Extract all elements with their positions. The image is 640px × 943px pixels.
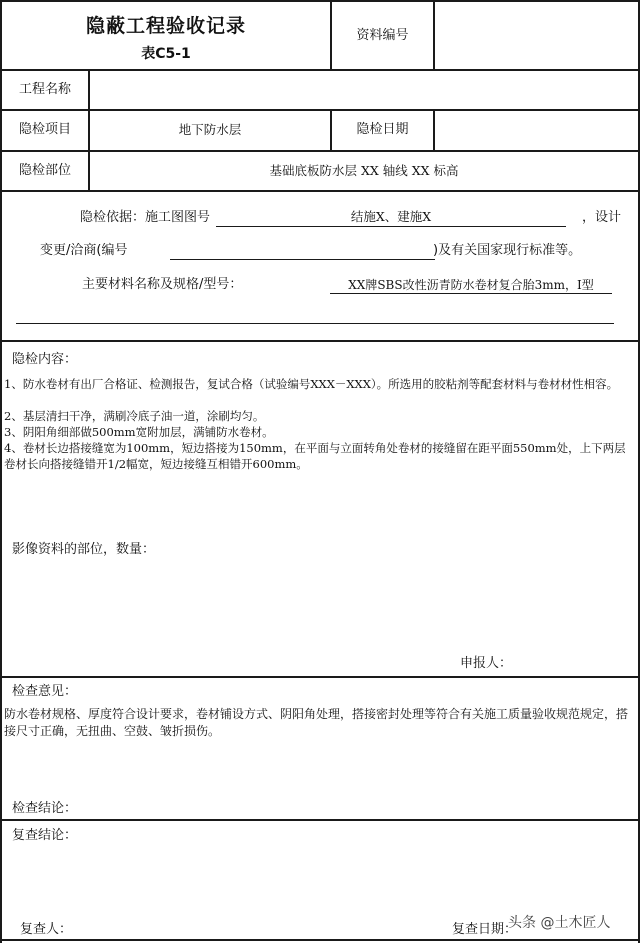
- change-underline: [170, 259, 435, 260]
- change-value[interactable]: [170, 243, 435, 259]
- doc-number-value[interactable]: [440, 28, 630, 44]
- design-suffix: ，设计: [582, 210, 622, 225]
- content-item-4: 4、卷材长边搭接缝宽为100mm，短边搭接为150mm，在平面与立面转角处卷材的接缝留在距平面550mm处，上下两层卷材长向搭接缝错开1/2幅宽，短边接缝互相错开600mm。: [4, 441, 626, 471]
- content-item-2: 2、基层清扫干净，满刷冷底子油一道，涂刷均匀。: [4, 409, 265, 423]
- location-label: 隐检部位: [18, 163, 71, 178]
- frame-left: [0, 0, 2, 943]
- reviewer-label: 复查人：: [20, 922, 73, 937]
- item-row-divider-2: [433, 109, 435, 151]
- drawing-number-value[interactable]: 结施X、建施X: [350, 209, 432, 224]
- content-label: 隐检内容：: [12, 352, 78, 367]
- section-line-content: [0, 676, 640, 678]
- standard-suffix: )及有关国家现行标准等。: [433, 243, 582, 258]
- material-underline: [330, 293, 612, 294]
- section-line-basis: [0, 340, 640, 342]
- drawing-number-underline: [216, 226, 566, 227]
- basis-label: 隐检依据：施工图图号: [80, 210, 211, 225]
- frame-top: [0, 0, 640, 2]
- row-line-4: [0, 190, 640, 192]
- images-label: 影像资料的部位，数量：: [12, 542, 156, 557]
- frame-bottom: [0, 939, 640, 941]
- content-item-1: 1、防水卷材有出厂合格证、检测报告，复试合格（试验编号XXX－XXX）。所选用的胶粘剂等配套材料与卷材材性相容。: [4, 377, 619, 391]
- inspection-text: 防水卷材规格、厚度符合设计要求，卷材铺设方式、阴阳角处理，搭接密封处理等符合有关施工质量验收规范规定，搭接尺寸正确，无扭曲、空鼓、皱折损伤。: [4, 707, 629, 738]
- basis-blank-line: [16, 323, 614, 324]
- section-line-inspection: [0, 819, 640, 821]
- item-value[interactable]: 地下防水层: [178, 122, 242, 137]
- header-divider-2: [433, 0, 435, 70]
- item-label: 隐检项目: [18, 122, 71, 137]
- content-item-3: 3、阴阳角细部做500mm宽附加层，满铺防水卷材。: [4, 425, 274, 439]
- review-date-label: 复查日期：: [452, 922, 518, 937]
- material-value[interactable]: XX牌SBS改性沥青防水卷材复合胎3mm，I型: [348, 278, 594, 292]
- location-value[interactable]: 基础底板防水层 XX 轴线 XX 标高: [269, 163, 459, 178]
- date-value[interactable]: [440, 122, 630, 138]
- date-label: 隐检日期: [356, 122, 409, 137]
- review-conclusion-label: 复查结论：: [12, 828, 78, 843]
- doc-number-label: 资料编号: [356, 28, 409, 43]
- form-number: 表C5-1: [141, 46, 191, 62]
- project-name-value[interactable]: [96, 82, 626, 98]
- row-line-2: [0, 109, 640, 111]
- inspection-conclusion-label: 检查结论：: [12, 801, 78, 816]
- inspection-label: 检查意见：: [12, 684, 78, 699]
- reporter-label: 申报人：: [460, 656, 513, 671]
- row-line-1: [0, 69, 640, 71]
- page-title: 隐蔽工程验收记录: [85, 15, 246, 37]
- change-label: 变更/洽商(编号: [40, 243, 128, 258]
- material-label: 主要材料名称及规格/型号：: [82, 277, 243, 292]
- row-line-3: [0, 150, 640, 152]
- watermark-text: 头条 @土木匠人: [508, 915, 611, 931]
- project-name-label: 工程名称: [18, 82, 71, 97]
